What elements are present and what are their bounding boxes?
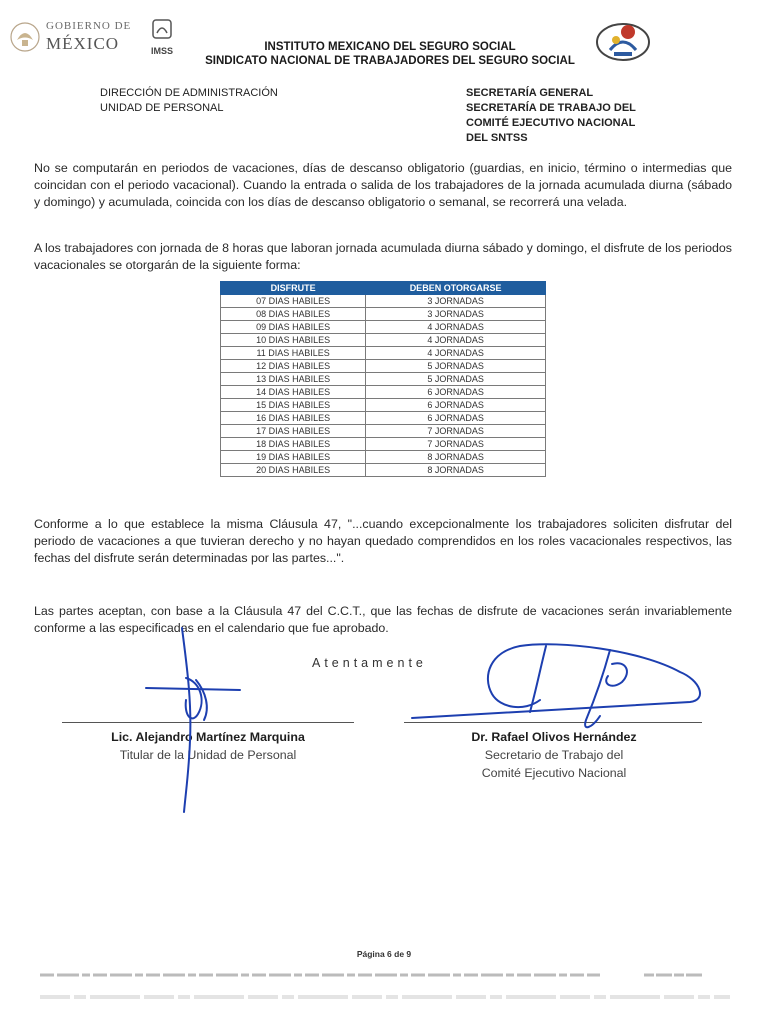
signatory-role: Titular de la Unidad de Personal [119,748,297,762]
footer-address-illegible [40,971,640,979]
cell-disfrute: 13 DIAS HABILES [221,373,366,386]
cell-disfrute: 17 DIAS HABILES [221,425,366,438]
department-line: COMITÉ EJECUTIVO NACIONAL [466,117,636,129]
signatory-name: Dr. Rafael Olivos Hernández [471,730,637,744]
table-row [221,464,546,477]
department-line: UNIDAD DE PERSONAL [100,102,224,114]
paragraph-rest-days: No se computarán en periodos de vacaciones, días de descanso obligatorio (guardias, en inicio, término o intermedias que coincidan con el periodo vacacional). Cuando la entrada o salida de los trabajadores de la jornada acumulada diurna (sábado y domingo) y acumulada, coincida con los días de descanso obligatorio o semanal, se recorrerá una velada. [34,161,732,209]
cell-deben-otorgarse: 7 JORNADAS [366,425,546,438]
paragraph-agreement: Las partes aceptan, con base a la Cláusula 47 del C.C.T., que las fechas de disfrute de vacaciones serán invariablemente conforme a las especificadas en el calendario que fue aprobado. [34,604,732,635]
footer-url-illegible [644,971,704,979]
signature-right-stroke-1 [530,646,546,712]
imss-label: IMSS [150,46,173,56]
cell-deben-otorgarse: 6 JORNADAS [366,386,546,399]
gobierno-label: GOBIERNO DE [46,20,132,32]
cell-disfrute: 16 DIAS HABILES [221,412,366,425]
table-row [221,373,546,386]
cell-deben-otorgarse: 4 JORNADAS [366,347,546,360]
signature-left-tail [196,680,207,720]
table-row [221,386,546,399]
column-header-deben-otorgarse: DEBEN OTORGARSE [366,282,546,295]
table-row [221,438,546,451]
table-row [221,360,546,373]
cell-deben-otorgarse: 8 JORNADAS [366,464,546,477]
cell-disfrute: 18 DIAS HABILES [221,438,366,451]
table-row [221,399,546,412]
cell-disfrute: 08 DIAS HABILES [221,308,366,321]
sntss-emblem-icon [594,20,652,64]
signatory-role: Secretario de Trabajo del [484,748,624,762]
department-left [100,86,278,116]
cell-disfrute: 09 DIAS HABILES [221,321,366,334]
cell-disfrute: 20 DIAS HABILES [221,464,366,477]
cell-deben-otorgarse: 8 JORNADAS [366,451,546,464]
cell-disfrute: 19 DIAS HABILES [221,451,366,464]
eagle-emblem-icon [8,20,42,54]
signatory-name: Lic. Alejandro Martínez Marquina [111,730,305,744]
cell-deben-otorgarse: 7 JORNADAS [366,438,546,451]
cell-deben-otorgarse: 5 JORNADAS [366,360,546,373]
table-row [221,425,546,438]
signature-right-loop [412,644,700,718]
cell-disfrute: 12 DIAS HABILES [221,360,366,373]
signature-left-loop [186,678,202,718]
cell-deben-otorgarse: 3 JORNADAS [366,308,546,321]
table-row [221,321,546,334]
paragraph-clause-47: Conforme a lo que establece la misma Cláusula 47, "...cuando excepcionalmente los trabajadores soliciten disfrutar del periodo de vacaciones a que tuvieran derecho y no hayan quedado comprendidos en los roles vacacionales respectivos, las fechas del disfrute serán determinadas por las partes...". [34,517,732,565]
department-line: SECRETARÍA DE TRABAJO DEL [466,102,636,114]
cell-disfrute: 11 DIAS HABILES [221,347,366,360]
signatory-left [40,728,376,764]
signature-left-crossbar [146,688,240,690]
paragraph-8-hour-shift: A los trabajadores con jornada de 8 horas que laboran jornada acumulada diurna sábado y domingo, el disfrute de los periodos vacacionales se otorgarán de la siguiente forma: [34,241,732,272]
cell-disfrute: 15 DIAS HABILES [221,399,366,412]
cell-deben-otorgarse: 6 JORNADAS [366,412,546,425]
signatory-role: Comité Ejecutivo Nacional [481,766,627,780]
union-name: SINDICATO NACIONAL DE TRABAJADORES DEL SEGURO SOCIAL [205,55,575,67]
imss-logo [146,18,178,56]
department-line: DEL SNTSS [466,132,528,144]
cell-disfrute: 10 DIAS HABILES [221,334,366,347]
table-row [221,347,546,360]
department-line: SECRETARÍA GENERAL [466,87,594,99]
table-row [221,412,546,425]
gobierno-mexico-logo [8,18,138,58]
institute-name: INSTITUTO MEXICANO DEL SEGURO SOCIAL [264,41,516,53]
department-line: DIRECCIÓN DE ADMINISTRACIÓN [100,87,278,99]
sntss-logo [594,20,652,64]
institution-header [190,40,590,68]
cell-deben-otorgarse: 3 JORNADAS [366,295,546,308]
cell-deben-otorgarse: 4 JORNADAS [366,334,546,347]
department-right [466,86,636,146]
table-row [221,451,546,464]
vacation-days-table [220,281,546,477]
table-header-row [221,282,546,295]
table-row [221,295,546,308]
signature-right-stroke-2 [585,650,610,727]
table-row [221,334,546,347]
signature-left-stroke [182,628,190,812]
cell-deben-otorgarse: 6 JORNADAS [366,399,546,412]
signature-line-right [404,722,702,723]
signature-right-flourish [606,663,627,686]
imss-eagle-icon [150,18,174,42]
page-number: Página 6 de 9 [356,949,412,959]
closing-atentamente: Atentamente [312,656,427,670]
cell-deben-otorgarse: 5 JORNADAS [366,373,546,386]
mexico-label: MÉXICO [46,34,120,53]
footer-decorative-band [40,992,730,1002]
column-header-disfrute: DISFRUTE [221,282,366,295]
table-row [221,308,546,321]
signatory-right [404,728,704,782]
cell-deben-otorgarse: 4 JORNADAS [366,321,546,334]
cell-disfrute: 07 DIAS HABILES [221,295,366,308]
cell-disfrute: 14 DIAS HABILES [221,386,366,399]
signature-line-left [62,722,354,723]
